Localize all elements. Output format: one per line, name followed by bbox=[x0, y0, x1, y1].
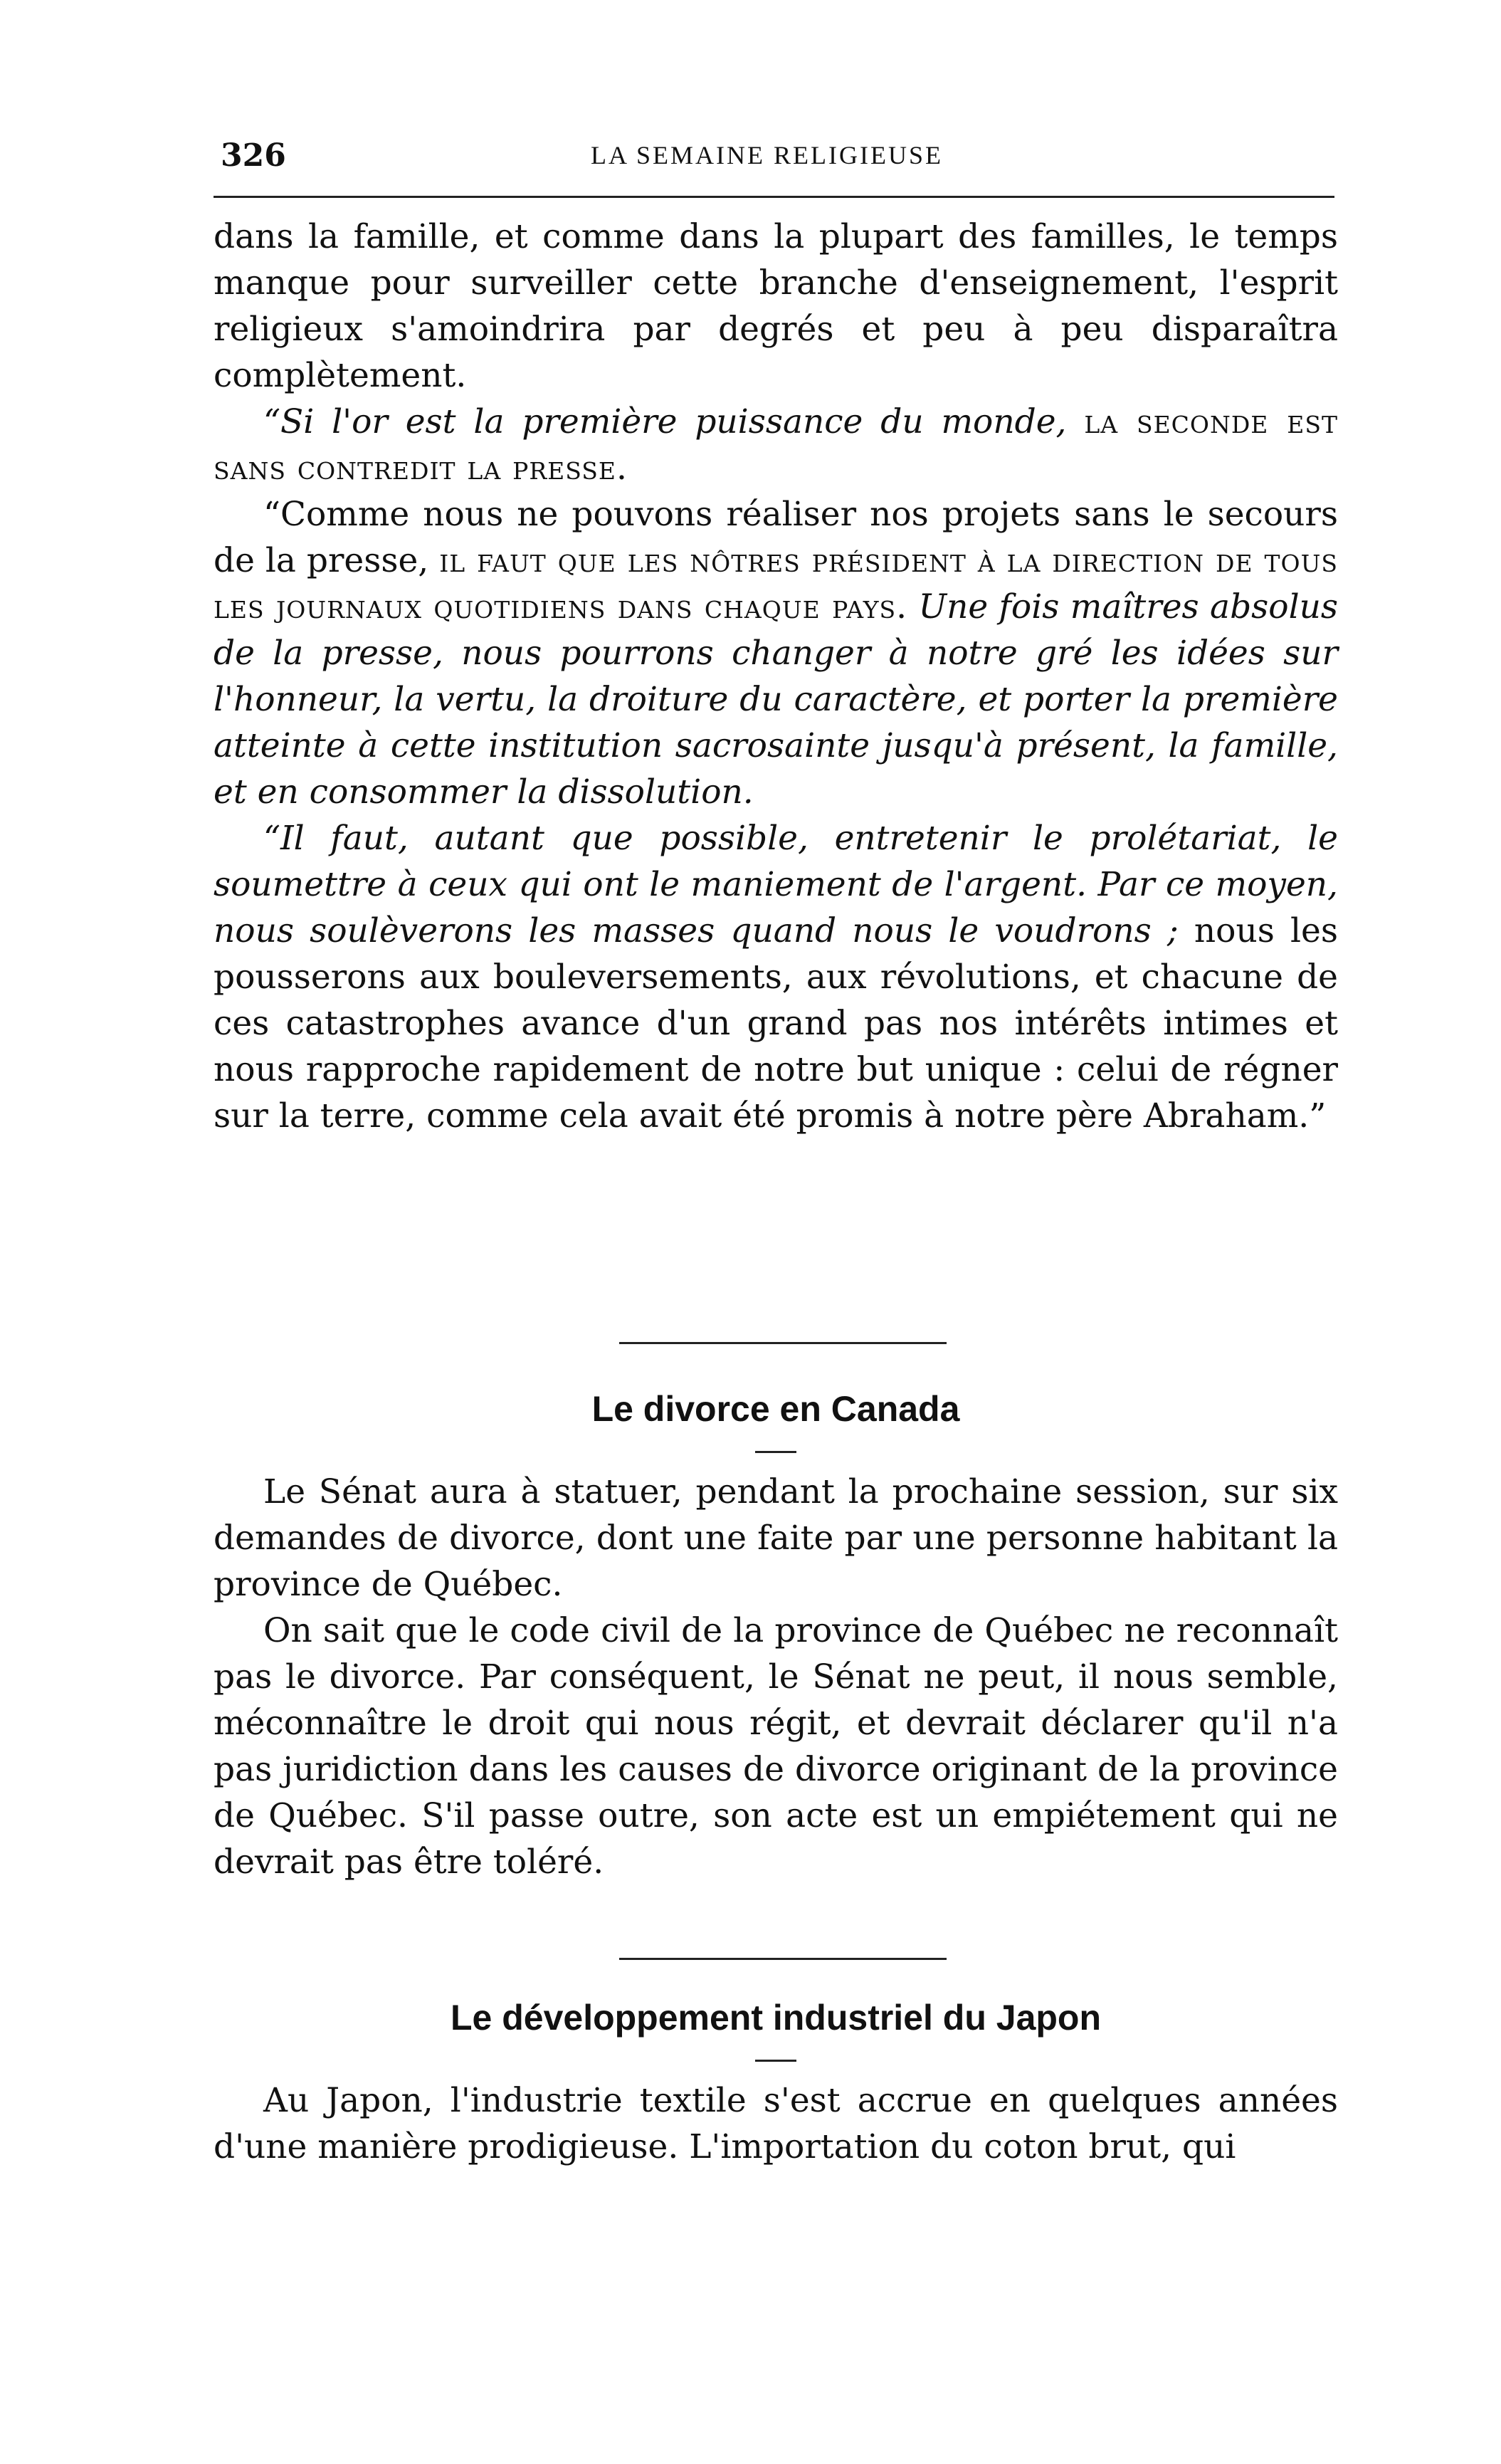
article-japon bbox=[214, 1997, 1338, 2170]
paragraph bbox=[214, 815, 1338, 1139]
article-title: Le divorce en Canada bbox=[591, 1389, 960, 1429]
section-continuation bbox=[214, 214, 1338, 1139]
paragraph: On sait que le code civil de la province de Québec ne reconnaît pas le divorce. Par conséquent, le Sénat ne peut, il nous semble, méconnaître le droit qui nous régit, et devrait déclarer qu'il n'a pas juridiction dans les causes de divorce originant de la province de Québec. S'il passe outre, son acte est un empiétement qui ne devrait pas être toléré. bbox=[214, 1611, 1338, 1882]
paragraph bbox=[214, 491, 1338, 815]
normal-text: nous les pousserons aux bouleversements, aux révolutions, et chacune de ces catastrophes avance d'un grand pas nos intérêts intimes et nous rapproche rapidement de notre but unique : celui de régner sur la terre, comme cela avait été promis à notre père Abraham.” bbox=[214, 911, 1338, 1136]
section-divider bbox=[619, 1958, 947, 1960]
running-title: LA SEMAINE RELIGIEUSE bbox=[591, 141, 943, 169]
section-divider bbox=[619, 1342, 947, 1344]
paragraph: dans la famille, et comme dans la plupart des familles, le temps manque pour surveiller cette branche d'enseignement, l'esprit religieux s'amoindrira par degrés et peu à peu disparaîtra complètement. bbox=[214, 217, 1338, 395]
paragraph bbox=[214, 399, 1338, 491]
normal-text: “Comme nous ne pouvons réaliser nos projets sans le secours de la presse, bbox=[214, 495, 1338, 580]
small-caps-text: il faut que les nôtres président à la direction de tous les journaux quotidiens dans chaque pays. bbox=[214, 541, 1339, 627]
header-rule bbox=[214, 196, 1334, 198]
italic-text: “Il faut, autant que possible, entretenir le prolétariat, le soumettre à ceux qui ont le maniement de l'argent. Par ce moyen, nous soulèverons les masses quand nous le voudrons ; bbox=[214, 819, 1338, 950]
title-rule bbox=[755, 2060, 796, 2062]
italic-text: Une fois maîtres absolus de la presse, nous pourrons changer à notre gré les idées sur l'honneur, la vertu, la droiture du caractère, et porter la première atteinte à cette institution sacrosainte jusqu'à présent, la famille, et en consommer la dissolution. bbox=[214, 587, 1338, 812]
paragraph: Au Japon, l'industrie textile s'est accrue en quelques années d'une manière prodigieuse. L'importation du coton brut, qui bbox=[214, 2081, 1338, 2166]
page-number: 326 bbox=[221, 137, 286, 174]
title-rule bbox=[755, 1451, 796, 1453]
page-header bbox=[221, 132, 1331, 182]
article-divorce bbox=[214, 1388, 1338, 1885]
small-caps-text: la seconde est sans contredit la presse. bbox=[214, 402, 1338, 488]
paragraph: Le Sénat aura à statuer, pendant la prochaine session, sur six demandes de divorce, dont une faite par une personne habitant la province de Québec. bbox=[214, 1472, 1338, 1604]
article-title: Le développement industriel du Japon bbox=[450, 1998, 1101, 2038]
italic-text: “Si l'or est la première puissance du monde, bbox=[263, 402, 1085, 441]
